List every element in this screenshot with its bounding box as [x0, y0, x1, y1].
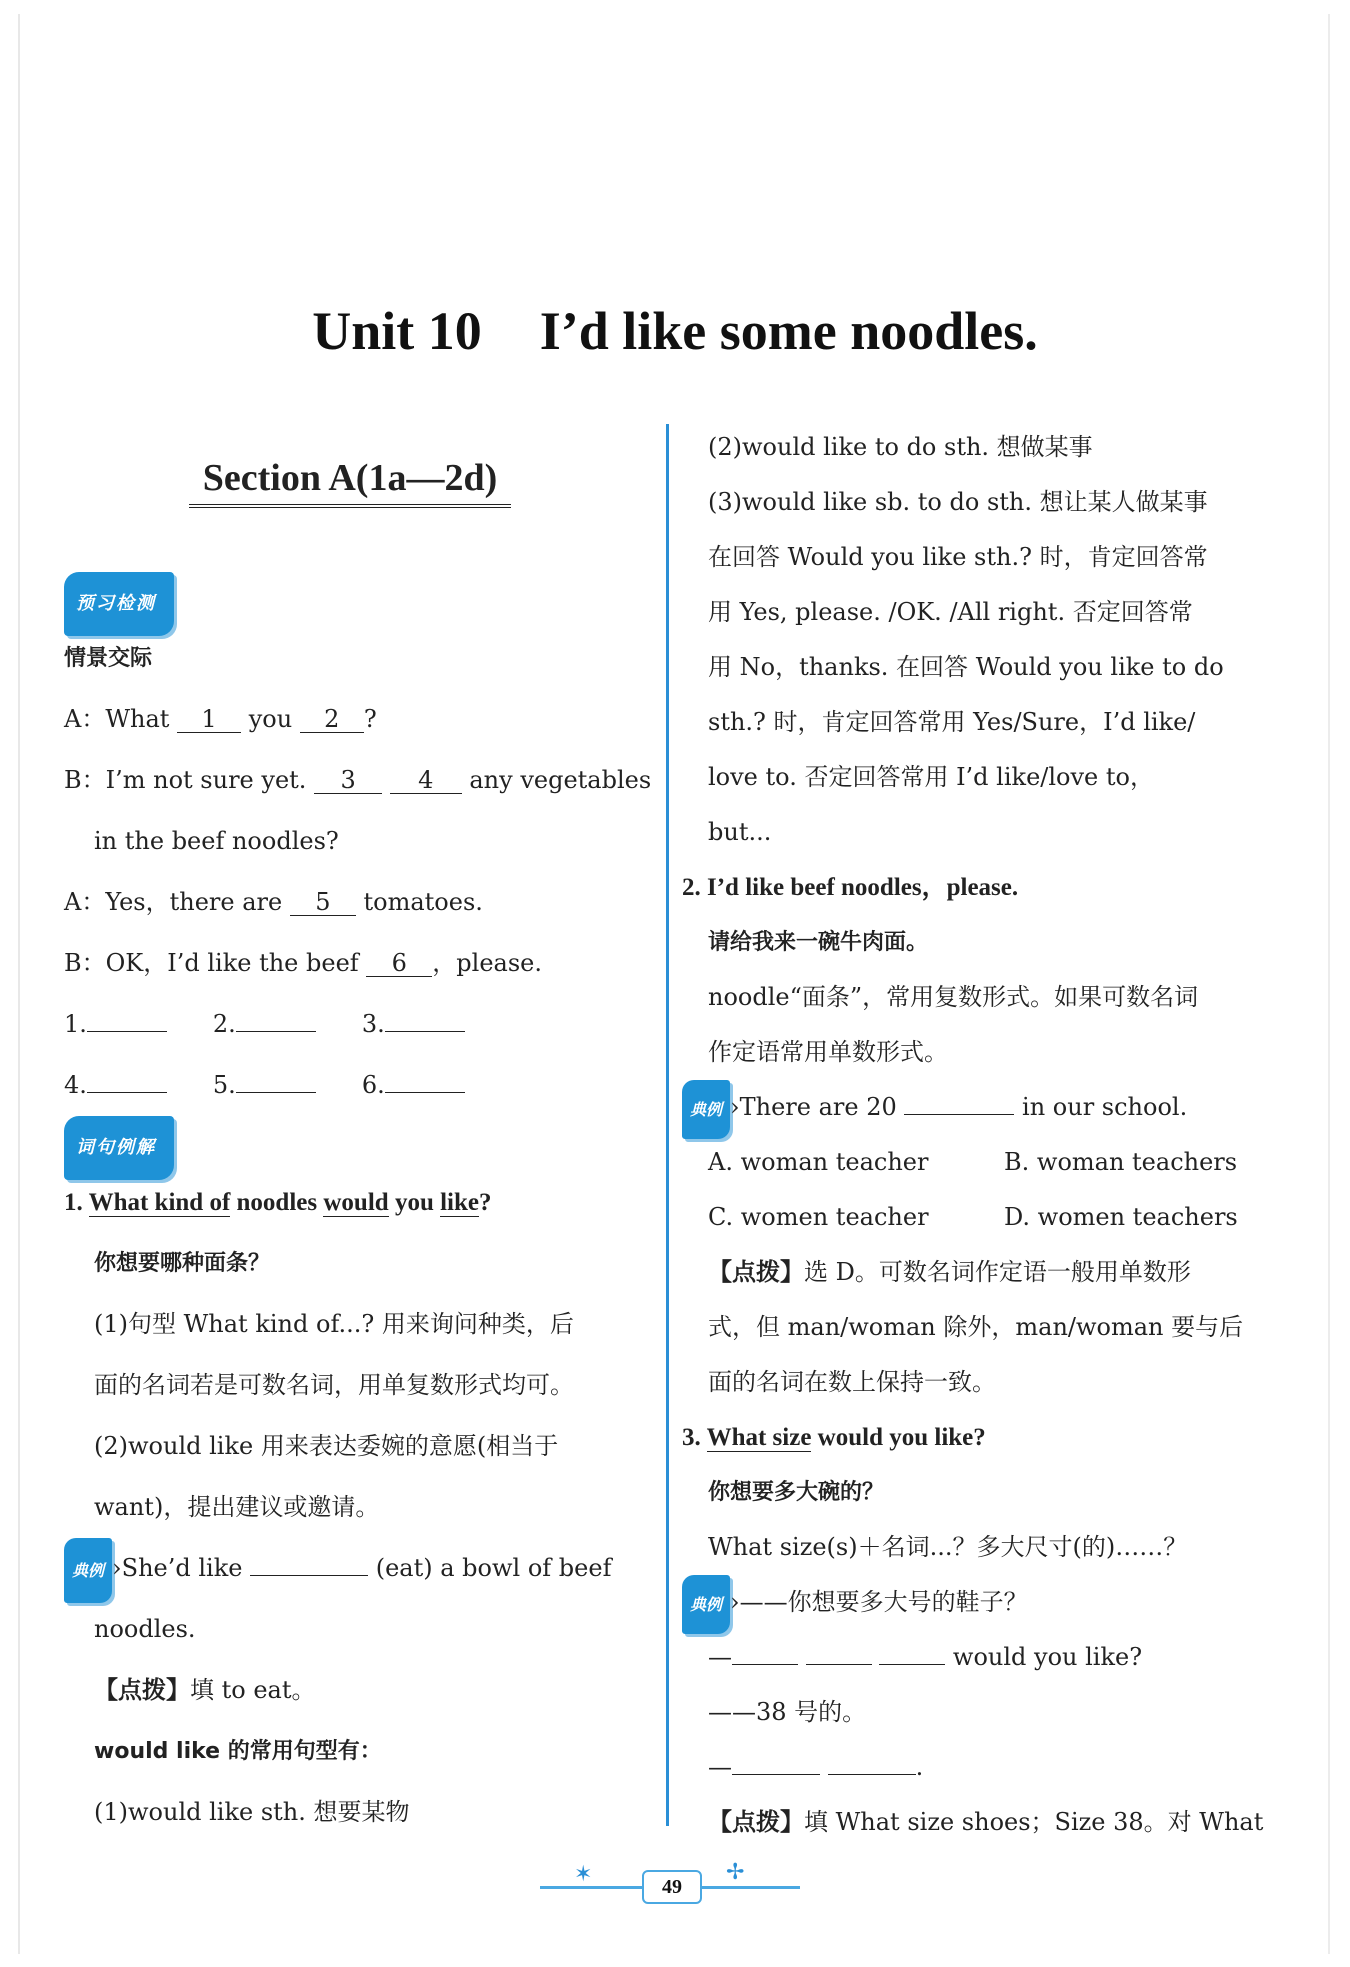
item1-p2a: (2)would like 用来表达委婉的意愿(相当于: [94, 1432, 559, 1460]
item2-options-ab: [682, 1135, 1270, 1190]
item3-line-2: ——38 号的。: [708, 1698, 867, 1726]
option-a[interactable]: A. woman teacher: [708, 1148, 929, 1176]
item1-p1b: 面的名词若是可数名词，用单复数形式均可。: [94, 1371, 574, 1399]
blank-3: 3: [314, 767, 382, 794]
blank-2: 2: [300, 706, 364, 733]
item1-reply-4: sth.? 时，肯定回答常用 Yes/Sure，I’d like/: [708, 708, 1196, 736]
item3-title: 3. What size would you like?: [682, 1424, 986, 1451]
item2-title: 2. I’d like beef noodles，please.: [682, 874, 1019, 901]
item3-p1: What size(s)＋名词...？多大尺寸(的)……？: [708, 1533, 1188, 1561]
answer-row-1: 1. 2. 3.: [64, 994, 660, 1055]
left-column: [64, 438, 660, 1843]
blank-4: 4: [390, 767, 462, 794]
section-title: Section A(1a—2d): [64, 456, 660, 508]
star-icon: ✶: [574, 1862, 593, 1887]
answer-blank[interactable]: [385, 1031, 465, 1032]
example-blank[interactable]: [828, 1774, 916, 1775]
preview-badge: 预习检测: [64, 572, 174, 636]
item3-line-3: — .: [708, 1753, 924, 1781]
column-divider: [666, 424, 669, 1826]
answer-blank[interactable]: [87, 1092, 167, 1093]
page-number: 49: [642, 1870, 702, 1904]
unit-name: I’d like some noodles.: [539, 301, 1038, 361]
words-badge: 词句例解: [64, 1116, 174, 1180]
item1-example: 典例 ›She’d like (eat) a bowl of beef: [64, 1538, 660, 1599]
blank-5: 5: [290, 889, 356, 916]
item1-example-cont: noodles.: [94, 1615, 196, 1643]
item1-pattern-1: (1)would like sth. 想要某物: [94, 1798, 410, 1826]
option-d[interactable]: D. women teachers: [1004, 1203, 1238, 1231]
item2-example: 典例 ›There are 20 in our school.: [682, 1080, 1270, 1135]
unit-number: Unit 10: [312, 301, 482, 361]
blank-1: 1: [177, 706, 241, 733]
item2-p1: noodle“面条”，常用复数形式。如果可数名词: [708, 983, 1199, 1011]
example-blank[interactable]: [904, 1114, 1014, 1115]
item1-reply-5: love to. 否定回答常用 I’d like/love to，: [708, 763, 1154, 791]
item1-pattern-3: (3)would like sb. to do sth. 想让某人做某事: [708, 488, 1208, 516]
example-blank[interactable]: [250, 1575, 368, 1576]
example-badge: 典例: [682, 1575, 730, 1634]
item2-tip-1: 【点拨】选 D。可数名词作定语一般用单数形: [708, 1258, 1191, 1286]
item1-pattern-2: (2)would like to do sth. 想做某事: [708, 433, 1093, 461]
item3-example: 典例 ›——你想要多大号的鞋子？: [682, 1575, 1270, 1630]
right-column: [682, 420, 1270, 1850]
dialog-line-a1: A：What 1 you 2 ?: [64, 705, 377, 733]
dialog-line-b2: B：OK，I’d like the beef 6 ，please.: [64, 949, 542, 977]
option-c[interactable]: C. women teacher: [708, 1203, 929, 1231]
item2-tip-3: 面的名词在数上保持一致。: [708, 1368, 996, 1396]
unit-title: [0, 300, 1350, 362]
example-badge: 典例: [682, 1080, 730, 1139]
example-blank[interactable]: [879, 1664, 945, 1665]
example-blank[interactable]: [732, 1774, 820, 1775]
answer-blank[interactable]: [87, 1031, 167, 1032]
answer-row-2: 4. 5. 6.: [64, 1055, 660, 1116]
item1-tip: 【点拨】填 to eat。: [94, 1676, 316, 1704]
item1-reply-6: but...: [708, 818, 772, 846]
dialog-line-b1-cont: in the beef noodles?: [94, 827, 339, 855]
example-blank[interactable]: [732, 1664, 798, 1665]
dialog-line-b1: B：I’m not sure yet. 3 4 any vegetables: [64, 766, 652, 794]
item2-p2: 作定语常用单数形式。: [708, 1038, 948, 1066]
example-blank[interactable]: [806, 1664, 872, 1665]
blank-6: 6: [366, 950, 432, 977]
item1-p2b: want)，提出建议或邀请。: [94, 1493, 380, 1521]
item1-cn: 你想要哪种面条？: [94, 1251, 271, 1276]
item1-reply-1: 在回答 Would you like sth.? 时，肯定回答常: [708, 543, 1208, 571]
item1-p1a: (1)句型 What kind of...? 用来询问种类，后: [94, 1310, 574, 1338]
item1-reply-3: 用 No，thanks. 在回答 Would you like to do: [708, 653, 1224, 681]
item1-title: 1. What kind of noodles would you like?: [64, 1189, 492, 1216]
scene-heading: 情景交际: [64, 646, 153, 671]
example-badge: 典例: [64, 1538, 112, 1603]
option-b[interactable]: B. woman teachers: [1004, 1148, 1238, 1176]
item1-reply-2: 用 Yes, please. /OK. /All right. 否定回答常: [708, 598, 1193, 626]
item2-cn: 请给我来一碗牛肉面。: [708, 930, 929, 955]
item3-tip: 【点拨】填 What size shoes；Size 38。对 What: [708, 1808, 1264, 1836]
answer-blank[interactable]: [385, 1092, 465, 1093]
item1-pattern-head: would like 的常用句型有：: [94, 1739, 382, 1764]
windmill-icon: ✢: [726, 1860, 745, 1885]
answer-blank[interactable]: [236, 1092, 316, 1093]
item3-line-1: — would you like?: [708, 1643, 1143, 1671]
dialog-line-a2: A：Yes，there are 5 tomatoes.: [64, 888, 483, 916]
page-footer: [540, 1858, 800, 1908]
item2-tip-2: 式，但 man/woman 除外，man/woman 要与后: [708, 1313, 1244, 1341]
item3-cn: 你想要多大碗的？: [708, 1480, 885, 1505]
answer-blank[interactable]: [236, 1031, 316, 1032]
item2-options-cd: [682, 1190, 1270, 1245]
